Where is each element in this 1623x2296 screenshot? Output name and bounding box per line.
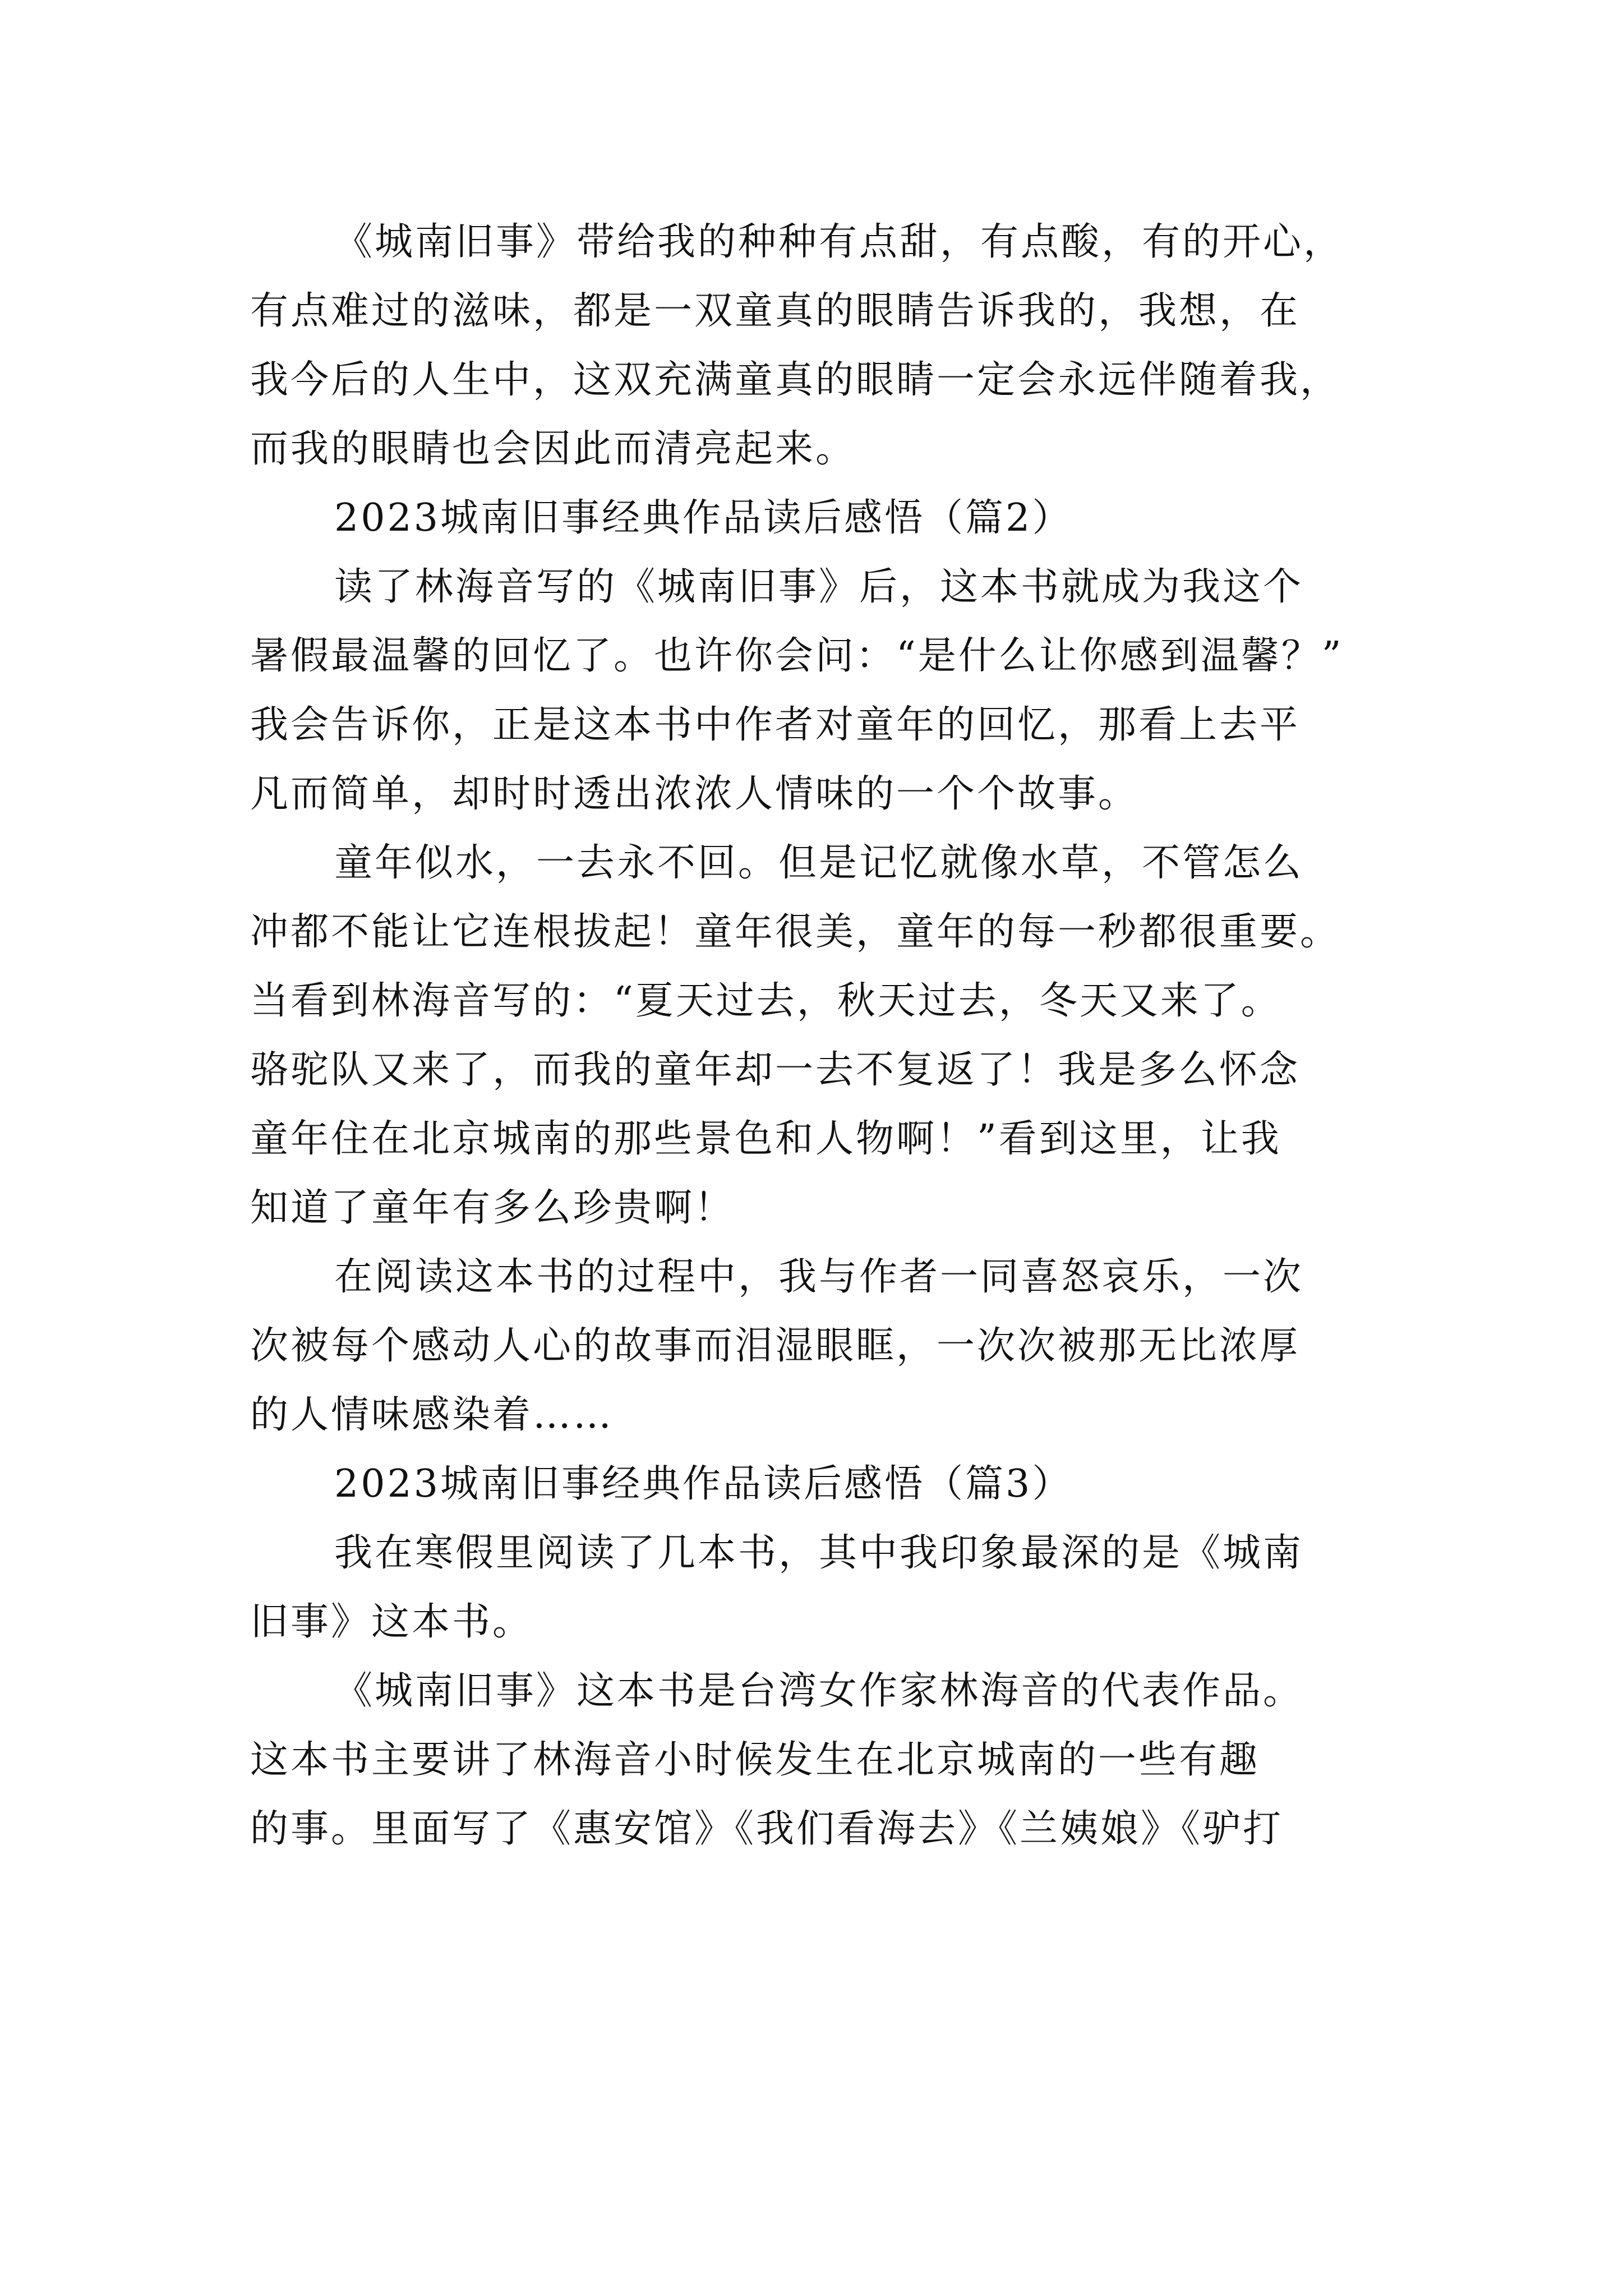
text-line: 《城南旧事》这本书是台湾女作家林海音的代表作品。 [334, 1669, 1304, 1713]
text-line: 而我的眼睛也会因此而清亮起来。 [250, 427, 856, 471]
text-line: 《城南旧事》带给我的种种有点甜，有点酸，有的开心， [334, 220, 1344, 264]
document-body [250, 208, 1405, 1864]
text-line: 我在寒假里阅读了几本书，其中我印象最深的是《城南 [334, 1531, 1304, 1575]
text-line: 我今后的人生中，这双充满童真的眼睛一定会永远伴随着我， [250, 358, 1341, 402]
text-line: 次被每个感动人心的故事而泪湿眼眶，一次次被那无比浓厚 [250, 1324, 1301, 1368]
section-heading: 2023城南旧事经典作品读后感悟（篇2） [334, 496, 1073, 540]
text-line: 童年似水，一去永不回。但是记忆就像水草，不管怎么 [334, 841, 1304, 885]
text-line: 的人情味感染着…… [250, 1393, 614, 1437]
text-line: 冲都不能让它连根拔起！童年很美，童年的每一秒都很重要。 [250, 910, 1341, 954]
text-line: 骆驼队又来了，而我的童年却一去不复返了！我是多么怀念 [250, 1048, 1301, 1092]
text-line: 童年住在北京城南的那些景色和人物啊！”看到这里，让我 [250, 1117, 1281, 1161]
text-line: 读了林海音写的《城南旧事》后，这本书就成为我这个 [334, 565, 1304, 609]
text-line: 在阅读这本书的过程中，我与作者一同喜怒哀乐，一次 [334, 1255, 1304, 1299]
text-line: 暑假最温馨的回忆了。也许你会问：“是什么让你感到温馨？” [250, 634, 1344, 678]
section-heading: 2023城南旧事经典作品读后感悟（篇3） [334, 1462, 1073, 1506]
text-line: 有点难过的滋味，都是一双童真的眼睛告诉我的，我想，在 [250, 289, 1301, 333]
text-line: 当看到林海音写的：“夏天过去，秋天过去，冬天又来了。 [250, 979, 1281, 1023]
text-line: 凡而简单，却时时透出浓浓人情味的一个个故事。 [250, 772, 1139, 816]
text-line: 我会告诉你，正是这本书中作者对童年的回忆，那看上去平 [250, 703, 1301, 747]
text-line: 这本书主要讲了林海音小时候发生在北京城南的一些有趣 [250, 1738, 1260, 1782]
text-line: 知道了童年有多么珍贵啊！ [250, 1186, 735, 1230]
text-line: 旧事》这本书。 [250, 1600, 533, 1644]
text-line: 的事。里面写了《惠安馆》《我们看海去》《兰姨娘》《驴打 [250, 1807, 1284, 1851]
